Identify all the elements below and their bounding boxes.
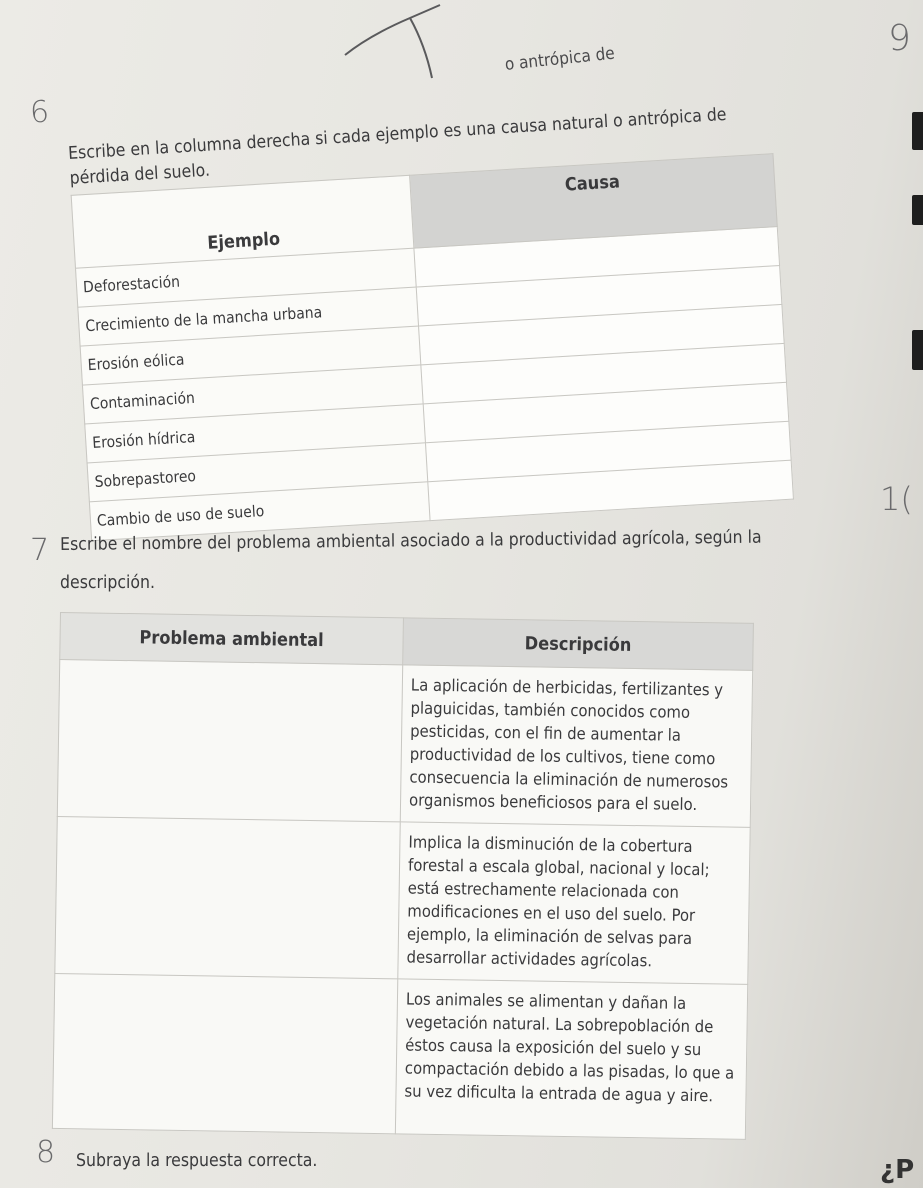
problem-answer-cell[interactable] (52, 973, 397, 1133)
problem-answer-cell[interactable] (55, 816, 400, 978)
problem-answer-cell[interactable] (57, 660, 402, 822)
question-7-prompt: Escribe el nombre del problema ambiental asociado a la productividad agrícola, según la (60, 527, 762, 555)
question-6-number: 6 (29, 94, 50, 131)
description-cell: Los animales se alimentan y dañan la vegetación natural. La sobrepoblación de éstos causa la exposición del suelo y su compactación debido a las pisadas, lo que a su vez dificulta la entrada de agua y aire. (395, 979, 747, 1139)
example-cell: Cambio de uso de suelo (89, 482, 430, 541)
example-cell: Erosión hídrica (85, 404, 426, 463)
question-8-number: 8 (36, 1135, 56, 1170)
example-cell: Contaminación (82, 365, 423, 424)
page-edge-tab (912, 330, 923, 370)
description-cell: Implica la disminución de la cobertura forestal a escala global, nacional y local; está estrechamente relacionada con modificaciones en el uso del suelo. Por ejemplo, la eliminación de selvas para desarrollar actividades agrícolas. (398, 822, 750, 984)
margin-number-ten: 1( (880, 480, 913, 518)
header-ejemplo: Ejemplo (71, 175, 414, 268)
table-row (55, 816, 750, 984)
problem-table (52, 612, 754, 1140)
table-row (52, 973, 747, 1139)
header-causa: Causa (410, 154, 778, 248)
question-8-prompt: Subraya la respuesta correcta. (76, 1151, 318, 1171)
page-edge-tab (912, 112, 923, 150)
question-7-prompt-cont: descripción. (60, 573, 156, 593)
question-7-section (52, 612, 820, 1141)
example-cell: Deforestación (75, 248, 416, 307)
description-cell: La aplicación de herbicidas, fertilizantes y plaguicidas, también conocidos como pesticidas, con el fin de aumentar la productividad de los cultivos, tiene como consecuencia la eliminación de numerosos organismos beneficiosos para el suelo. (400, 665, 752, 827)
header-descripcion: Descripción (403, 618, 754, 670)
example-cell: Sobrepastoreo (87, 443, 428, 502)
question-6-prompt: Escribe en la columna derecha si cada ejemplo es una causa natural o antrópica de (67, 104, 728, 164)
table-row (57, 660, 752, 828)
question-7-number: 7 (30, 533, 50, 568)
margin-text-p: ¿P (880, 1155, 915, 1185)
cause-table (71, 153, 794, 541)
page-edge-tab (912, 195, 923, 225)
header-continuation-text: o antrópica de (503, 43, 616, 75)
question-6-section (48, 5, 835, 530)
example-cell: Crecimiento de la mancha urbana (78, 287, 419, 346)
margin-number-nine: 9 (888, 18, 911, 59)
question-6-prompt-cont: pérdida del suelo. (69, 160, 211, 189)
header-problema-ambiental: Problema ambiental (60, 613, 404, 665)
example-cell: Erosión eólica (80, 326, 421, 385)
